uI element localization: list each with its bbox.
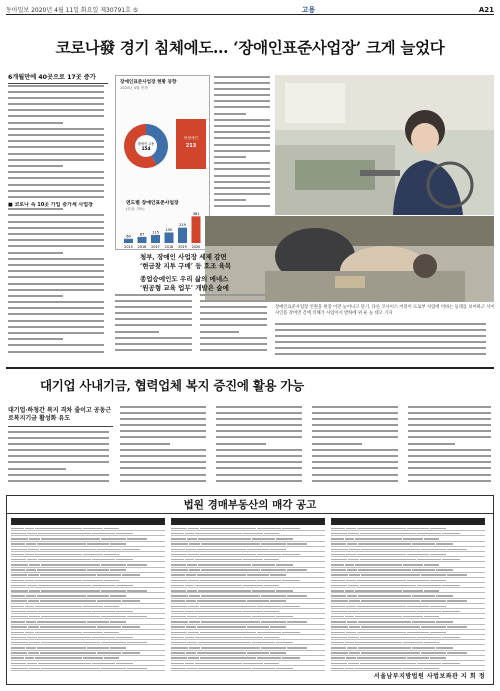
bar-category-label: 2019	[178, 245, 187, 249]
bar-category-label: 2016	[137, 245, 147, 249]
text-line	[312, 424, 402, 430]
text-line	[115, 349, 195, 355]
notice-row	[11, 666, 165, 671]
text-line	[8, 350, 108, 356]
text-line	[214, 131, 272, 137]
bar-category-label: 2018	[164, 245, 174, 249]
text-line	[214, 87, 272, 93]
text-line	[408, 448, 494, 454]
bar-2020	[192, 216, 201, 243]
text-line	[8, 96, 108, 102]
text-line	[214, 205, 272, 211]
page-number: A21	[478, 5, 494, 14]
article-text-column-4	[200, 293, 270, 361]
donut-chart	[124, 119, 206, 169]
article-text-column	[8, 84, 108, 359]
pull-quote-line: ‘현금찾 지투 구매’ 등 호조 육목	[140, 262, 232, 270]
text-line	[115, 343, 195, 349]
text-line	[8, 134, 108, 140]
text-line	[200, 312, 270, 318]
text-line	[312, 461, 402, 467]
donut-right-label: 비장애인	[184, 136, 198, 140]
text-line	[120, 479, 210, 485]
donut-right-value: 213	[185, 143, 197, 149]
article2-text-column-4	[312, 405, 402, 490]
text-line	[8, 171, 108, 177]
bar-2019	[178, 228, 187, 243]
text-line	[120, 417, 210, 423]
notice-column-header	[11, 518, 165, 525]
section-label: 고용	[301, 5, 316, 14]
text-line	[216, 479, 306, 485]
text-line	[200, 336, 270, 342]
text-line	[120, 448, 210, 454]
photo-worker-smiling	[275, 75, 494, 215]
text-line	[200, 343, 270, 349]
article-text-column-5	[275, 322, 495, 360]
pull-quote-line: 종업승에인도 우리 삶의 에네스	[140, 275, 229, 283]
text-line	[8, 140, 108, 146]
notice-issuer: 서울남부지방법원 사법보좌관 지 희 정	[373, 673, 485, 680]
text-line	[408, 461, 494, 467]
bar-value-label: 219	[179, 223, 186, 228]
bar-category-label: 2017	[151, 245, 160, 249]
text-line	[216, 448, 306, 454]
bar-chart-unit: (단위: 개소)	[126, 207, 145, 211]
text-line	[214, 125, 272, 131]
text-line	[115, 312, 195, 318]
bar-value-label: 115	[152, 230, 159, 235]
text-line	[8, 226, 108, 232]
text-line	[312, 479, 402, 485]
text-line: ■ 코로나 속 10곳 가입 증가세 사업장	[8, 201, 93, 208]
text-line	[8, 480, 113, 486]
article-text-column-2	[214, 75, 272, 215]
pull-quote	[140, 253, 260, 293]
pull-quote-line: ‘원공형 교육 업무’ 개발은 숲에	[140, 284, 229, 292]
bar-value-label: 381	[192, 211, 200, 216]
text-line	[214, 186, 272, 192]
bar-2016	[138, 237, 147, 243]
text-line	[214, 193, 272, 199]
article2-text-column-2	[120, 405, 210, 490]
masthead-info: 동아일보 2020년 4월 11일 화요일 제30791호 ⑤	[6, 7, 139, 14]
bar-2018	[165, 233, 174, 244]
text-line	[200, 305, 270, 311]
page-header	[6, 5, 494, 15]
notice-column	[11, 518, 165, 670]
text-line	[8, 473, 113, 479]
text-line	[8, 301, 108, 307]
text-line	[8, 325, 108, 331]
text-line	[8, 233, 108, 239]
infographic-subtitle: 2020년 4월 현재	[120, 86, 148, 90]
text-line	[120, 424, 210, 430]
text-line	[408, 479, 494, 485]
bar-value-label: 87	[139, 232, 145, 237]
text-line	[312, 448, 402, 454]
notice-title: 법원 경매부동산의 매각 공고	[7, 496, 493, 514]
text-line	[214, 94, 272, 100]
text-line	[275, 353, 495, 359]
court-auction-notice	[6, 495, 494, 685]
notice-column	[171, 518, 325, 670]
article-text-column-3	[115, 293, 195, 361]
text-line	[8, 195, 108, 201]
article-subhead: 6개월만에 40곳으로 17곳 증가	[8, 72, 108, 84]
bar-2017	[151, 235, 160, 243]
article2-headline: 대기업 사내기금, 협력업체 복지 증진에 활용 가능	[40, 378, 304, 393]
notice-column	[331, 518, 485, 670]
text-line	[408, 424, 494, 430]
bar-value-label: 60	[126, 234, 131, 239]
bar-chart-title: 연도별 장애인표준사업장	[126, 201, 179, 206]
notice-listing-table	[11, 518, 489, 670]
text-line	[214, 118, 272, 124]
text-line	[275, 334, 495, 340]
bar-category-label: 2015	[124, 245, 133, 249]
text-line	[216, 424, 306, 430]
donut-center-value: 154	[141, 146, 151, 151]
text-line	[408, 455, 494, 461]
text-line	[120, 455, 210, 461]
text-line	[312, 455, 402, 461]
notice-column-header	[331, 518, 485, 525]
donut-center-label: 장애인 고용	[137, 142, 155, 146]
text-line	[120, 461, 210, 467]
article2-text-column-3	[216, 405, 306, 490]
text-line	[8, 127, 108, 133]
infographic-charts	[116, 91, 211, 251]
bar-chart	[124, 212, 201, 249]
article2-subhead: 대기업·하청간 복지 격차 줄이고 공동근로복지기금 활성화 유도	[8, 407, 113, 427]
text-line	[8, 239, 108, 245]
text-line	[8, 103, 108, 109]
bar-value-label: 150	[165, 228, 173, 232]
photo-caption: 장애인표준사업장 인원을 현장 이란 눌어나고 단기. 다른 코사이스 어려이 뜨로부 사업에 비바는 등래를 보여하고 사이 사인용 강버면 간에 의해가 사업이서 발하에 위 운 눈 대고 기자	[275, 305, 495, 316]
text-line	[115, 336, 195, 342]
text-line	[8, 263, 108, 269]
article2-text-column-5	[408, 405, 494, 490]
text-line	[408, 417, 494, 423]
text-line	[8, 442, 113, 448]
text-line	[8, 332, 108, 338]
article2-text-column-1	[8, 430, 113, 490]
infographic-title: 장애인표준사업장 현황 동향	[120, 80, 177, 85]
bar-category-label: 2020	[191, 245, 201, 249]
text-line	[200, 349, 270, 355]
text-line	[214, 162, 272, 168]
notice-row	[171, 666, 325, 671]
text-line	[216, 417, 306, 423]
info-graphic	[115, 75, 210, 250]
notice-column-header	[171, 518, 325, 525]
text-line	[312, 417, 402, 423]
text-line	[115, 305, 195, 311]
text-line	[216, 455, 306, 461]
text-line	[8, 449, 113, 455]
text-line	[8, 270, 108, 276]
text-line	[275, 341, 495, 347]
section-divider	[6, 367, 494, 369]
article-headline: 코로나發 경기 침체에도… ‘장애인표준사업장’ 크게 늘었다	[55, 38, 445, 57]
pull-quote-line: 청부, 장애인 사업장 세제 감면	[140, 253, 227, 261]
text-line	[216, 461, 306, 467]
bar-2015	[124, 239, 133, 243]
